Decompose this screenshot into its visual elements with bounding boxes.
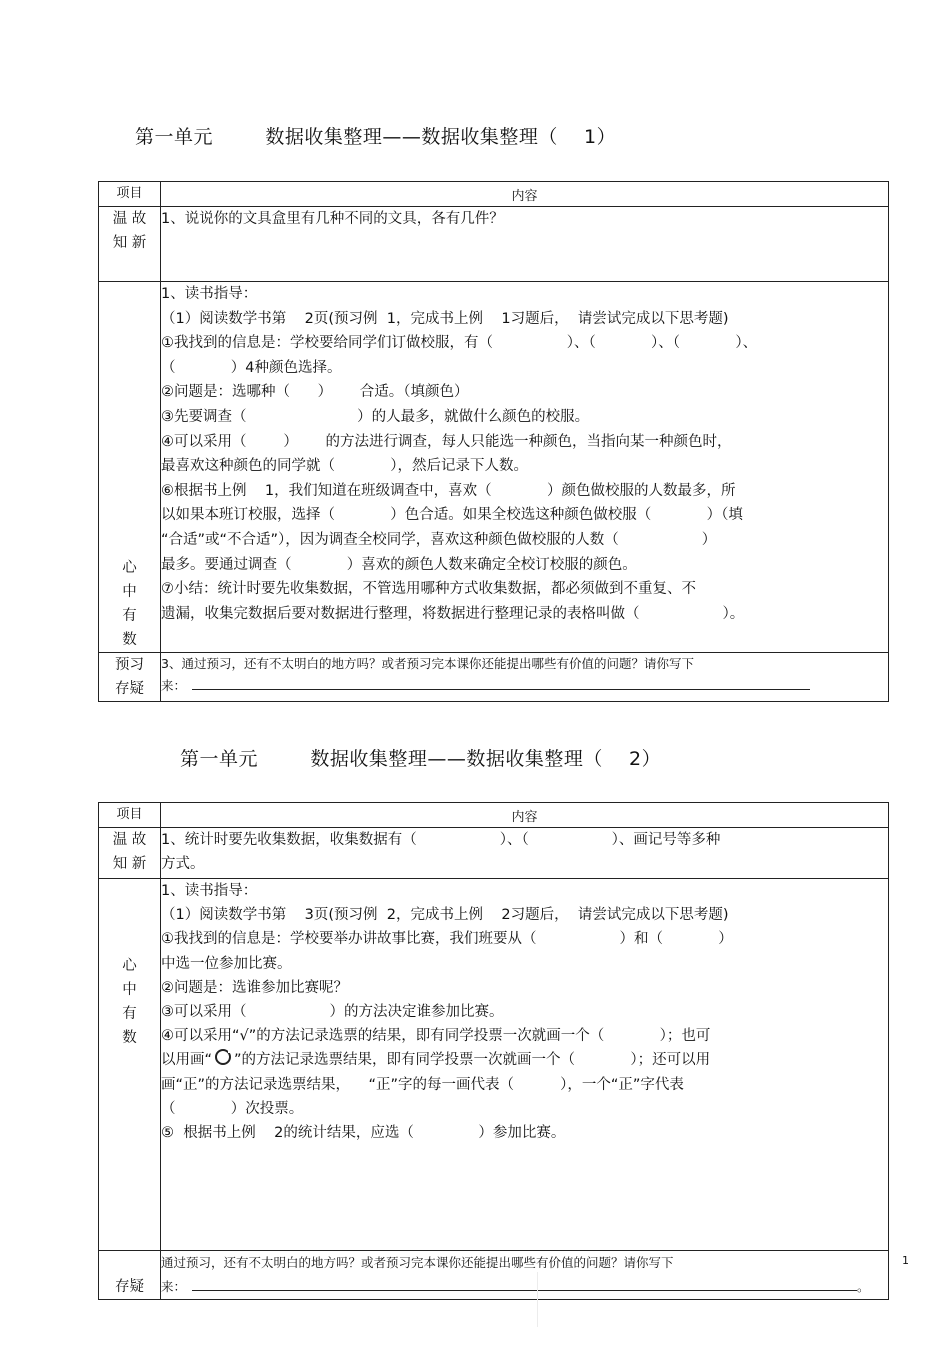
- main-line: “合适”或“不合适”），因为调查全校同学，喜欢这种颜色做校服的人数（ ）: [161, 531, 717, 548]
- review-line: 1、统计时要先收集数据，收集数据有（ ）、（ ）、画记号等多种: [161, 832, 721, 848]
- main-line-circle: [161, 1048, 888, 1072]
- main-line: ⑤ 根据书上例 2的统计结果，应选（ ）参加比赛。: [161, 1125, 566, 1142]
- review-label-line: 知 新: [112, 235, 147, 251]
- scan-artifact-line: [537, 1272, 538, 1327]
- main-content: [161, 282, 889, 653]
- main-row: [99, 282, 889, 653]
- questions-row: [99, 653, 889, 702]
- questions-line-start: 来：: [161, 678, 187, 693]
- main-line: 遗漏，收集完数据后要对数据进行整理，将数据进行整理记录的表格叫做（ ）。: [161, 605, 745, 622]
- main-line: 1、读书指导：: [161, 883, 258, 899]
- worksheet-table-2: [98, 802, 889, 1300]
- questions-content: [161, 653, 889, 702]
- main-line: 画“正”的方法记录选票结果， “正”字的每一画代表（ ），一个“正”字代表: [161, 1076, 684, 1093]
- main-line: ④可以采用“√”的方法记录选票的结果，即有同学投票一次就画一个（ ）；也可: [161, 1028, 711, 1045]
- header-content: 内容: [161, 803, 889, 828]
- circle-line-start: 以用画“: [161, 1052, 213, 1069]
- questions-label-line: 存疑: [115, 681, 144, 697]
- main-label: [99, 879, 161, 1251]
- review-row: [99, 828, 889, 879]
- questions-content: [161, 1251, 889, 1300]
- main-line: 最多。要通过调查（ ）喜欢的颜色人数来确定全校订校服的颜色。: [161, 556, 637, 573]
- header-item: 项目: [99, 803, 161, 828]
- main-label-char: 中: [122, 584, 137, 600]
- main-label-char: 中: [122, 982, 137, 998]
- questions-label-line: 存疑: [115, 1279, 144, 1296]
- main-line: （ ）4种颜色选择。: [161, 359, 342, 376]
- main-line: 1、读书指导：: [161, 286, 258, 302]
- main-line: ②问题是：选哪种（ ） 合适。（填颜色）: [161, 384, 469, 401]
- questions-line: 通过预习，还有不太明白的地方吗？或者预习完本课你还能提出哪些有价值的问题？请你写下: [161, 1255, 674, 1270]
- questions-line: 3、通过预习，还有不太明白的地方吗？或者预习完本课你还能提出哪些有价值的问题？请你写下: [161, 656, 694, 671]
- end-mark: 。: [857, 1279, 870, 1295]
- main-line: （ ）次投票。: [161, 1100, 304, 1117]
- main-line: ①我找到的信息是：学校要举办讲故事比赛，我们班要从（ ）和（ ）: [161, 931, 733, 948]
- circle-open-icon: [215, 1049, 231, 1065]
- main-line: ①我找到的信息是：学校要给同学们订做校服，有（ ）、（ ）、（ ）、: [161, 335, 758, 352]
- main-line: （1）阅读数学书第 2页(预习例 1，完成书上例 1习题后， 请尝试完成以下思考题): [161, 310, 729, 327]
- circle-line-end: ”的方法记录选票结果，即有同学投票一次就画一个（ ）；还可以用: [234, 1052, 711, 1069]
- main-line: ⑦小结：统计时要先收集数据，不管选用哪种方式收集数据，都必须做到不重复、不: [161, 581, 696, 598]
- main-label-char: 心: [122, 560, 137, 576]
- review-line: 1、说说你的文具盒里有几种不同的文具，各有几件？: [161, 211, 504, 227]
- main-line: 以如果本班订校服，选择（ ）色合适。如果全校选这种颜色做校服（ ）（填: [161, 507, 743, 524]
- answer-line[interactable]: [192, 1278, 857, 1291]
- review-line: 方式。: [161, 856, 205, 873]
- answer-line[interactable]: [192, 677, 810, 690]
- review-label: [99, 207, 161, 282]
- main-label: [99, 282, 161, 653]
- questions-label: [99, 1251, 161, 1300]
- main-label-char: 心: [122, 958, 137, 974]
- questions-line-start: 来：: [161, 1279, 187, 1295]
- main-line: ⑥根据书上例 1，我们知道在班级调查中，喜欢（ ）颜色做校服的人数最多，所: [161, 482, 736, 499]
- section1-title: 第一单元 数据收集整理——数据收集整理（ 1）: [135, 126, 617, 148]
- main-label-char: 数: [122, 632, 137, 648]
- header-content: 内容: [161, 182, 889, 207]
- main-line: ②问题是：选谁参加比赛呢？: [161, 979, 348, 996]
- main-content: [161, 879, 889, 1251]
- main-label-char: 有: [122, 1006, 137, 1022]
- header-item: 项目: [99, 182, 161, 207]
- header-row: [99, 803, 889, 828]
- main-label-char: 数: [122, 1030, 137, 1046]
- review-label-line: 知 新: [112, 856, 147, 872]
- review-content: [161, 828, 889, 879]
- questions-row: [99, 1251, 889, 1300]
- main-line: 中选一位参加比赛。: [161, 955, 292, 972]
- main-row: [99, 879, 889, 1251]
- review-row: [99, 207, 889, 282]
- review-label-line: 温 故: [112, 211, 147, 227]
- main-line: ④可以采用（ ） 的方法进行调查，每人只能选一种颜色，当指向某一种颜色时，: [161, 433, 732, 450]
- main-line: 最喜欢这种颜色的同学就（ ），然后记录下人数。: [161, 458, 529, 475]
- main-label-char: 有: [122, 608, 137, 624]
- review-label-line: 温 故: [112, 832, 147, 848]
- header-row: [99, 182, 889, 207]
- questions-label-line: 预习: [115, 657, 144, 673]
- review-content: [161, 207, 889, 282]
- worksheet-table-1: [98, 181, 889, 702]
- review-label: [99, 828, 161, 879]
- questions-line-2: [161, 1275, 888, 1299]
- main-line: ③先要调查（ ）的人最多，就做什么颜色的校服。: [161, 408, 590, 425]
- section2-title: 第一单元 数据收集整理——数据收集整理（ 2）: [180, 748, 662, 770]
- questions-label: [99, 653, 161, 702]
- page-number: 1: [902, 1254, 909, 1267]
- main-line: （1）阅读数学书第 3页(预习例 2，完成书上例 2习题后， 请尝试完成以下思考题): [161, 907, 729, 924]
- main-line: ③可以采用（ ）的方法决定谁参加比赛。: [161, 1004, 504, 1021]
- questions-line-2: [161, 675, 888, 697]
